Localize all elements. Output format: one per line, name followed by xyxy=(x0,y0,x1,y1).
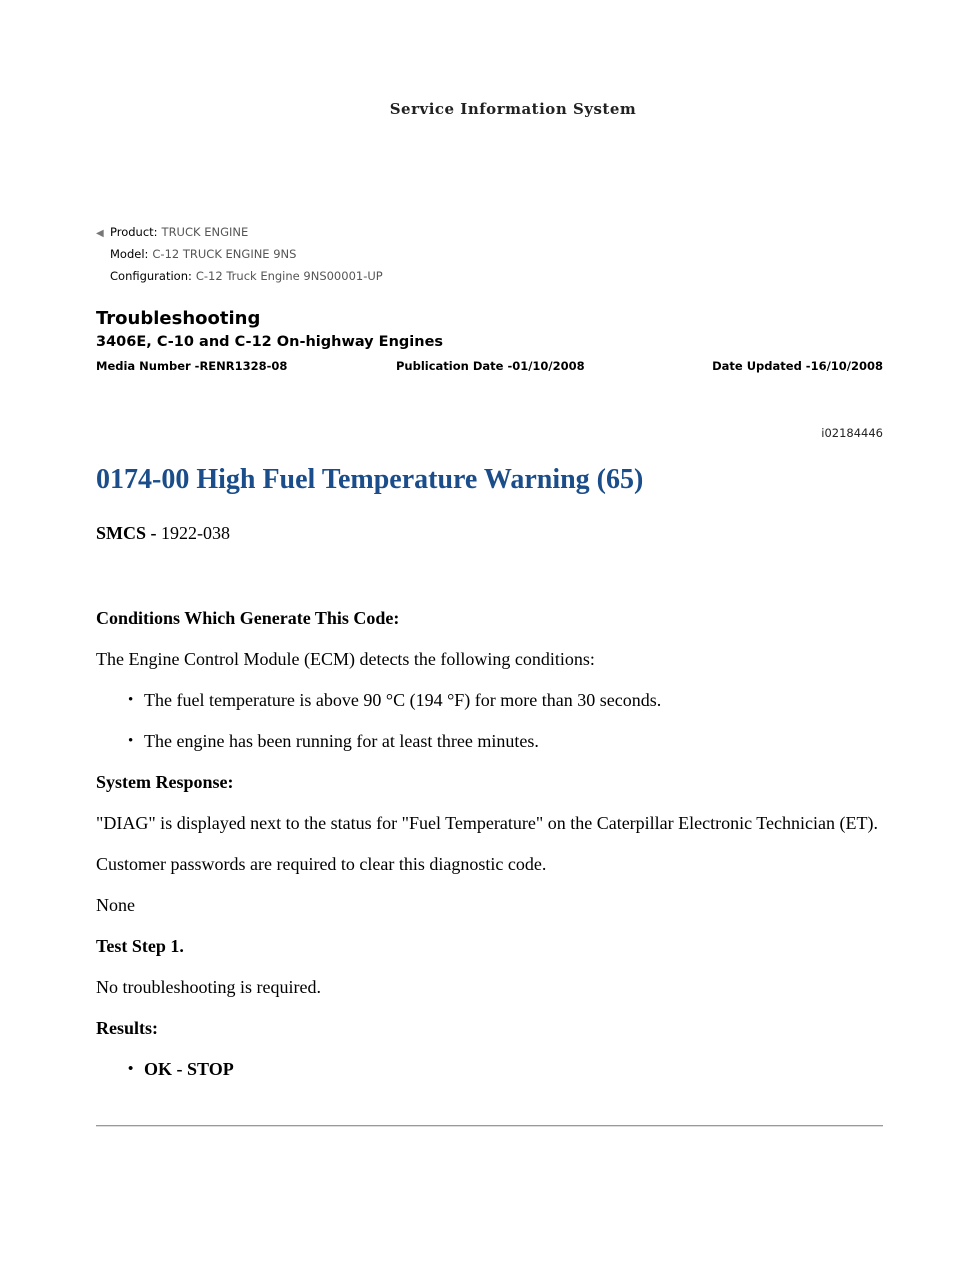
conditions-heading: Conditions Which Generate This Code: xyxy=(96,608,400,628)
conditions-intro: The Engine Control Module (ECM) detects the following conditions: xyxy=(96,649,595,669)
article-body xyxy=(96,608,883,1100)
none-text: None xyxy=(96,895,135,915)
test-step-heading: Test Step 1. xyxy=(96,936,184,956)
document-id: i02184446 xyxy=(821,426,883,440)
results-heading: Results: xyxy=(96,1018,158,1038)
smcs-label: SMCS - xyxy=(96,523,157,543)
list-item: • OK - STOP xyxy=(96,1059,883,1080)
document-subtitle: 3406E, C-10 and C-12 On-highway Engines xyxy=(96,334,444,350)
configuration-row xyxy=(96,268,383,290)
list-item: • The engine has been running for at least three minutes. xyxy=(96,731,883,752)
list-item: • The fuel temperature is above 90 °C (194 °F) for more than 30 seconds. xyxy=(96,690,883,711)
product-row xyxy=(96,224,383,246)
results-list xyxy=(96,1059,883,1080)
service-information-system-title: Service Information System xyxy=(389,100,637,118)
product-value: TRUCK ENGINE xyxy=(161,225,249,239)
model-row xyxy=(96,246,383,268)
back-arrow-icon[interactable]: ◀ xyxy=(96,228,104,239)
conditions-list xyxy=(96,690,883,752)
product-label: Product: xyxy=(110,225,158,239)
document-title: Troubleshooting xyxy=(96,308,261,329)
model-value: C-12 TRUCK ENGINE 9NS xyxy=(152,247,297,261)
test-step-text: No troubleshooting is required. xyxy=(96,977,321,997)
media-number: Media Number -RENR1328-08 xyxy=(96,359,288,373)
smcs-line xyxy=(96,523,230,544)
system-response-text: "DIAG" is displayed next to the status for "Fuel Temperature" on the Caterpillar Electronic Technician (ET). xyxy=(96,813,878,833)
bottom-divider xyxy=(96,1125,883,1127)
date-updated: Date Updated -16/10/2008 xyxy=(712,359,883,373)
model-label: Model: xyxy=(110,247,149,261)
smcs-value: 1922-038 xyxy=(161,523,231,543)
product-info xyxy=(96,224,383,290)
configuration-value: C-12 Truck Engine 9NS00001-UP xyxy=(195,269,383,283)
configuration-label: Configuration: xyxy=(110,269,192,283)
passwords-text: Customer passwords are required to clear this diagnostic code. xyxy=(96,854,547,874)
system-response-heading: System Response: xyxy=(96,772,234,792)
article-title: 0174-00 High Fuel Temperature Warning (65) xyxy=(96,464,644,495)
publication-date: Publication Date -01/10/2008 xyxy=(396,359,585,373)
